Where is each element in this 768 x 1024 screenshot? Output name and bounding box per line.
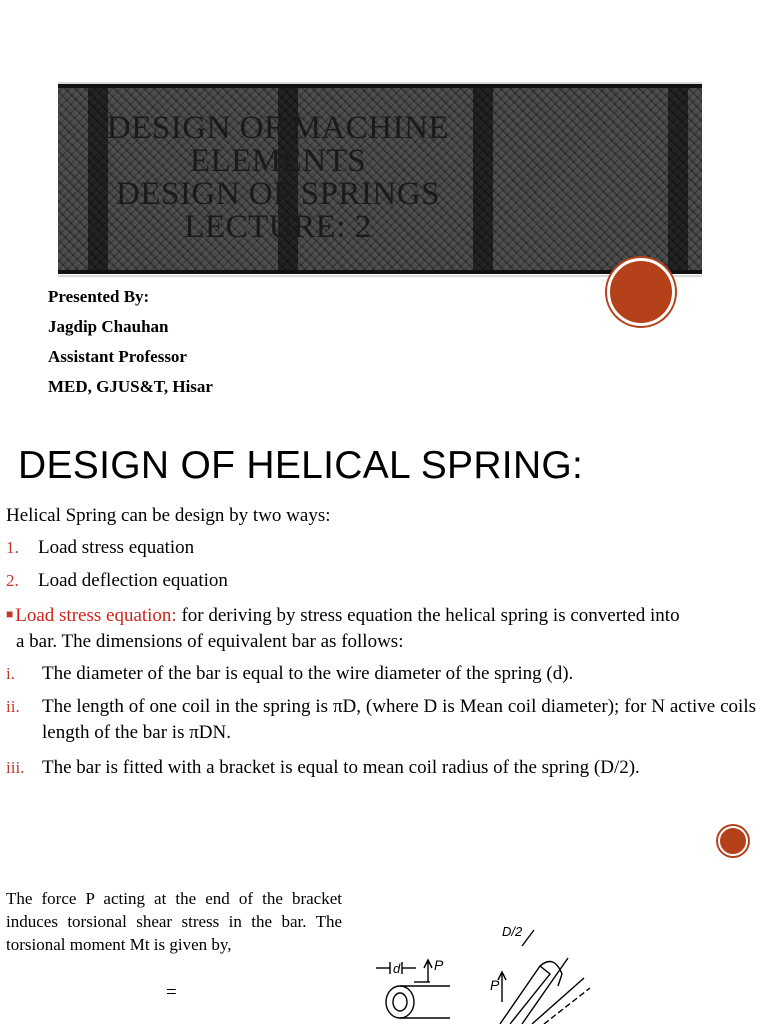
- list-item: [6, 755, 756, 781]
- diagram-label-p-left: P: [434, 957, 444, 973]
- decorative-circle-small: [718, 826, 748, 856]
- banner-bottom-edge: [58, 275, 702, 277]
- list-item: [6, 661, 756, 687]
- title-banner: [58, 84, 702, 274]
- bar-end-ellipse: [386, 986, 414, 1018]
- banner-title-line-3: DESIGN OF SPRINGS: [116, 176, 440, 212]
- list-item-number: iii.: [6, 758, 25, 777]
- banner-title-line-1: DESIGN OF MACHINE: [106, 110, 450, 146]
- presenter-role: Assistant Professor: [48, 347, 187, 366]
- list-item-text: Load deflection equation: [38, 570, 228, 591]
- bullet-continuation: a bar. The dimensions of equivalent bar as follows:: [16, 631, 404, 652]
- diagram-label-d2: D/2: [502, 924, 523, 939]
- d2-dimension-line: [522, 930, 534, 946]
- list-item-text: The bar is fitted with a bracket is equal to mean coil radius of the spring (D/2).: [42, 757, 640, 778]
- list-item-number: 2.: [6, 571, 19, 590]
- decorative-circle-large: [607, 258, 675, 326]
- diagram-label-p-right: P: [490, 977, 500, 993]
- presenter-label: Presented By:: [48, 287, 150, 306]
- list-item-text: The diameter of the bar is equal to the wire diameter of the spring (d).: [42, 663, 574, 684]
- force-description: The force P acting at the end of the bracket induces torsional shear stress in the bar. The torsional moment Mt is given by,: [6, 889, 342, 954]
- list-item-text: Load stress equation: [38, 537, 195, 558]
- section-heading: DESIGN OF HELICAL SPRING:: [18, 444, 584, 487]
- presenter-block: [48, 282, 213, 402]
- list-item-text: The length of one coil in the spring is πD, (where D is Mean coil diameter); for N active coils length of the bar is πDN.: [42, 696, 756, 743]
- presenter-name: Jagdip Chauhan: [48, 317, 169, 336]
- presenter-affiliation: MED, GJUS&T, Hisar: [48, 377, 213, 396]
- coil-section-line: [522, 958, 568, 1024]
- banner-title-line-2: ELEMENTS: [189, 143, 367, 179]
- bullet-lead: Load stress equation:: [15, 605, 177, 626]
- banner-title-line-4: LECTURE: 2: [184, 209, 372, 245]
- bullet-load-stress: [6, 601, 756, 655]
- bullet-text: for deriving by stress equation the helical spring is converted into: [176, 605, 680, 626]
- list-item: [6, 568, 228, 594]
- banner-title: [88, 112, 468, 244]
- bar-inner-ellipse: [393, 993, 407, 1011]
- list-item-number: ii.: [6, 697, 20, 716]
- diagram-label-d: d: [393, 961, 401, 976]
- list-item-number: i.: [6, 664, 15, 683]
- list-item: [6, 694, 756, 746]
- square-bullet-icon: ■: [6, 607, 14, 621]
- spring-bar-diagram: [372, 918, 592, 1024]
- equals-sign: =: [166, 982, 177, 1003]
- list-item-number: 1.: [6, 538, 19, 557]
- intro-text: Helical Spring can be design by two ways:: [6, 505, 331, 526]
- list-item: [6, 535, 194, 561]
